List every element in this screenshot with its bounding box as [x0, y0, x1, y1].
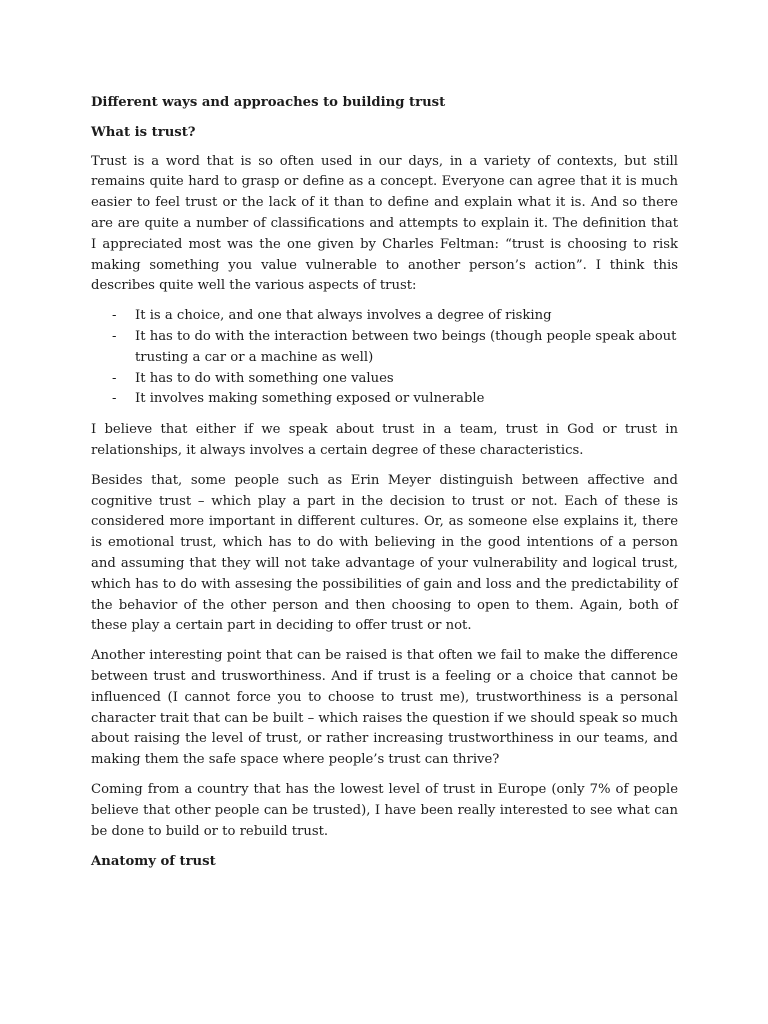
- list-item: [91, 369, 678, 390]
- trust-aspects-list: [91, 306, 678, 410]
- section-heading-what-is-trust: What is trust?: [91, 124, 196, 140]
- paragraph-5: Coming from a country that has the lowest level of trust in Europe (only 7% of people believe that other people can be trusted), I have been really interested to see what can be done to build or to rebuild trust.: [91, 781, 678, 839]
- list-item-text: It has to do with something one values: [135, 370, 394, 386]
- dash-bullet: -: [112, 391, 117, 407]
- paragraph-2: I believe that either if we speak about trust in a team, trust in God or trust in relationships, it always involves a certain degree of these characteristics.: [91, 422, 678, 458]
- paragraph-4: Another interesting point that can be raised is that often we fail to make the difference between trust and trusworthiness. And if trust is a feeling or a choice that cannot be influenced (I cannot force you to choose to trust me), trustworthiness is a personal character trait that can be built – which raises the question if we should speak so much about raising the level of trust, or rather increasing trustworthiness in our teams, and making them the safe space where people’s trust can thrive?: [91, 648, 678, 768]
- dash-bullet: -: [112, 370, 117, 386]
- document-title: Different ways and approaches to building trust: [91, 95, 446, 110]
- dash-bullet: -: [112, 328, 117, 344]
- list-item: [91, 389, 678, 410]
- list-item-text: It has to do with the interaction between two beings (though people speak about trusting a car or a machine as well): [135, 328, 677, 365]
- paragraph-3: Besides that, some people such as Erin Meyer distinguish between affective and cognitive trust – which play a part in the decision to trust or not. Each of these is considered more important in different cultures. Or, as someone else explains it, there is emotional trust, which has to do with believing in the good intentions of a person and assuming that they will not take advantage of your vulnerability and logical trust, which has to do with assesing the possibilities of gain and loss and the predictability of the behavior of the other person and then choosing to open to them. Again, both of these play a certain part in deciding to offer trust or not.: [91, 472, 678, 634]
- list-item: [91, 306, 678, 327]
- list-item-text: It is a choice, and one that always involves a degree of risking: [135, 308, 552, 324]
- section-heading-anatomy-of-trust: Anatomy of trust: [91, 854, 216, 870]
- list-item: [91, 327, 678, 369]
- list-item-text: It involves making something exposed or vulnerable: [135, 391, 485, 407]
- dash-bullet: -: [112, 308, 117, 324]
- paragraph-1: Trust is a word that is so often used in our days, in a variety of contexts, but still remains quite hard to grasp or define as a concept. Everyone can agree that it is much easier to feel trust or the lack of it than to define and explain what it is. And so there are are quite a number of classifications and attempts to explain it. The definition that I appreciated most was the one given by Charles Feltman: “trust is choosing to risk making something you value vulnerable to another person’s action”. I think this describes quite well the various aspects of trust:: [91, 153, 678, 294]
